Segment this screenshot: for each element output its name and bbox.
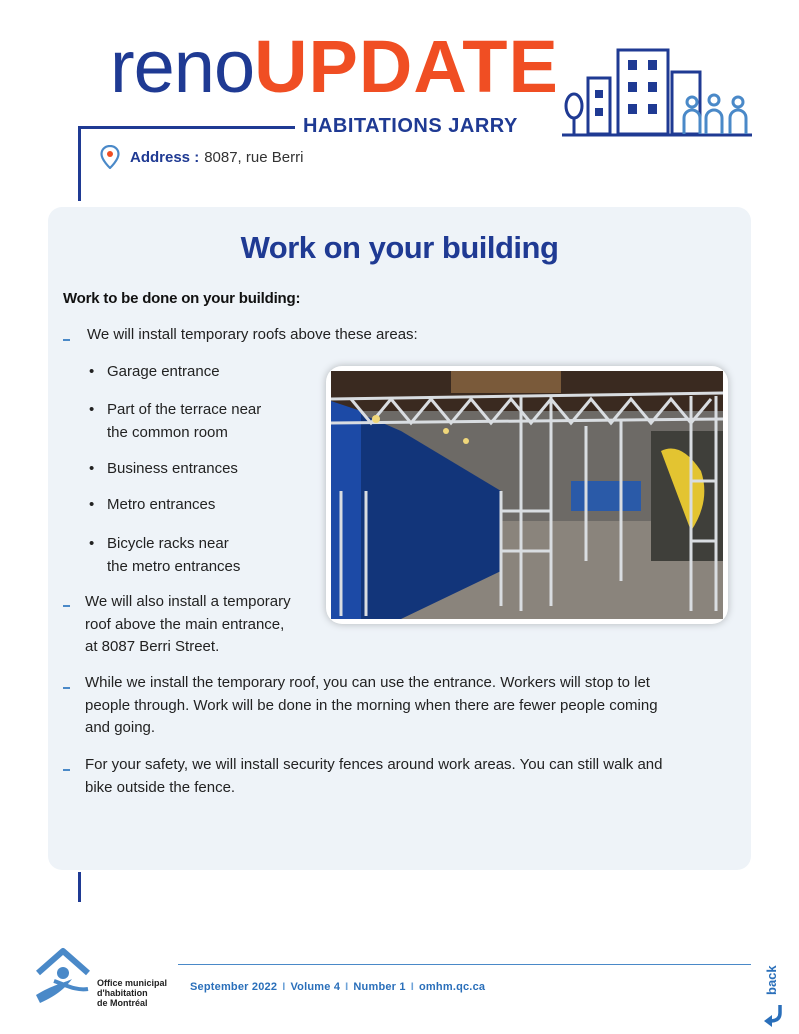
omhm-logo-icon: [32, 945, 94, 1007]
back-arrow-icon: [762, 1001, 786, 1027]
list-dash: [63, 339, 70, 341]
header-rule-vertical: [78, 126, 81, 201]
paragraph-3: While we install the temporary roof, you can use the entrance. Workers will stop to let people through. Work will be done in the morning when there are fewer people coming and going.: [85, 674, 658, 736]
list-item: • Part of the terrace near the common room: [89, 401, 262, 441]
lead-text: Work to be done on your building:: [63, 290, 301, 307]
map-pin-icon: [100, 145, 120, 169]
list-item: • Garage entrance: [89, 363, 220, 380]
footer-meta: September 2022 I Volume 4 I Number 1 I omhm.qc.ca: [190, 981, 486, 993]
scaffolding-photo: [326, 366, 728, 624]
list-item: • Metro entrances: [89, 496, 216, 513]
address-value: 8087, rue Berri: [204, 148, 304, 166]
list-item: • Business entrances: [89, 460, 238, 477]
omhm-name: Office municipal d'habitation de Montréal: [97, 978, 168, 1008]
footer-website-link[interactable]: omhm.qc.ca: [419, 981, 486, 993]
footer-number: Number 1: [353, 981, 406, 993]
paragraph-4: For your safety, we will install security fences around work areas. You can still walk and bike outside the fence.: [85, 756, 663, 796]
renoupdate-logo: [110, 25, 559, 108]
list-dash: [63, 687, 70, 689]
paragraph-2: We will also install a temporary roof above the main entrance, at 8087 Berri Street.: [85, 593, 291, 655]
list-item: • Bicycle racks near the metro entrances: [89, 535, 241, 575]
list-dash: [63, 769, 70, 771]
list-dash: [63, 605, 70, 607]
address-row: [100, 145, 303, 169]
back-link[interactable]: [760, 965, 790, 1027]
footer-rule: [178, 964, 751, 965]
logo-reno-text: reno: [110, 25, 255, 108]
back-label: back: [764, 965, 779, 995]
logo-update-text: UPDATE: [254, 25, 559, 108]
header-rule: [78, 126, 295, 129]
footer-date: September 2022: [190, 981, 278, 993]
footer-volume: Volume 4: [290, 981, 341, 993]
paragraph-1: We will install temporary roofs above these areas:: [87, 326, 418, 343]
footer-rule-vertical: [78, 872, 81, 902]
building-skyline-icon: [562, 42, 757, 142]
project-subtitle: HABITATIONS JARRY: [303, 115, 518, 137]
address-label: Address :: [130, 148, 200, 166]
section-title: Work on your building: [240, 230, 559, 265]
